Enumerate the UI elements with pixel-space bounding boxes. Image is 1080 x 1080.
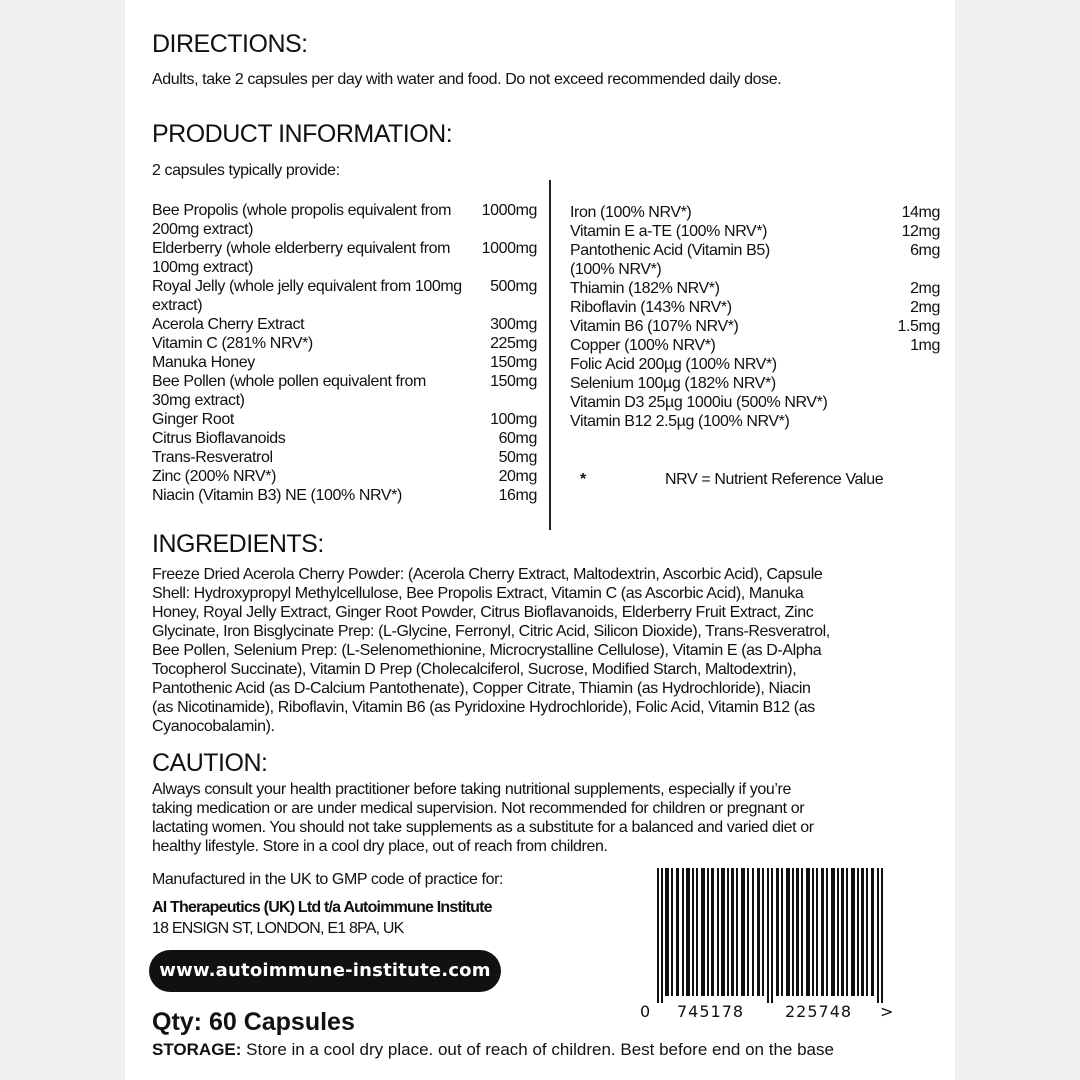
caution-heading: CAUTION:	[152, 749, 268, 777]
nutrient-row	[570, 336, 940, 355]
nutrient-row	[152, 429, 537, 448]
nutrient-row	[152, 353, 537, 372]
nutrient-column-divider	[549, 180, 551, 530]
nutrient-name: Pantothenic Acid (Vitamin B5) (100% NRV*)	[570, 242, 770, 278]
nutrient-name: Acerola Cherry Extract	[152, 316, 305, 333]
nutrient-row	[152, 410, 537, 429]
barcode-group-right: 225748	[785, 1002, 853, 1021]
nutrient-row	[570, 374, 940, 393]
nutrient-amount: 14mg	[901, 204, 940, 221]
nutrient-row	[570, 298, 940, 317]
nutrient-amount: 20mg	[498, 468, 537, 485]
nutrient-name: Zinc (200% NRV*)	[152, 468, 277, 485]
nutrient-amount: 50mg	[498, 449, 537, 466]
nutrient-amount: 2mg	[910, 280, 940, 297]
nutrient-name: Thiamin (182% NRV*)	[570, 280, 720, 297]
nutrient-amount: 1000mg	[481, 240, 537, 257]
storage-line	[152, 1040, 834, 1060]
website-link[interactable]: www.autoimmune-institute.com	[149, 950, 501, 992]
footnote-text: NRV = Nutrient Reference Value	[665, 471, 884, 488]
product-info-heading: PRODUCT INFORMATION:	[152, 120, 453, 148]
barcode-image	[655, 868, 888, 1003]
nutrient-name: Iron (100% NRV*)	[570, 204, 692, 221]
nutrient-name: Royal Jelly (whole jelly equivalent from 100mg extract)	[152, 278, 462, 314]
nutrient-amount: 100mg	[490, 411, 537, 428]
manufacturer-intro: Manufactured in the UK to GMP code of practice for:	[152, 871, 504, 888]
nutrient-amount: 225mg	[490, 335, 537, 352]
ingredients-line: Freeze Dried Acerola Cherry Powder: (Acerola Cherry Extract, Maltodextrin, Ascorbic Acid), Capsule	[152, 566, 823, 583]
nutrient-name: Bee Propolis (whole propolis equivalent from 200mg extract)	[152, 202, 452, 238]
nutrient-name: Vitamin E a-TE (100% NRV*)	[570, 223, 768, 240]
nutrient-row	[570, 393, 940, 412]
nutrient-amount: 60mg	[498, 430, 537, 447]
nutrient-row	[570, 279, 940, 298]
caution-line: healthy lifestyle. Store in a cool dry place, out of reach from children.	[152, 838, 608, 855]
nutrient-row	[152, 334, 537, 353]
nutrient-name: Vitamin D3 25µg 1000iu (500% NRV*)	[570, 394, 828, 411]
nutrient-row	[570, 241, 940, 279]
ingredients-line: Honey, Royal Jelly Extract, Ginger Root Powder, Citrus Bioflavanoids, Elderberry Fruit Extract, Zinc	[152, 604, 814, 621]
nutrient-row	[152, 201, 537, 239]
manufacturer-company: AI Therapeutics (UK) Ltd t/a Autoimmune Institute	[152, 899, 492, 916]
nutrient-amount: 2mg	[910, 299, 940, 316]
ingredients-line: (as Nicotinamide), Riboflavin, Vitamin B6 (as Pyridoxine Hydrochloride), Folic Acid, Vitamin B12 (as	[152, 699, 815, 716]
product-info-intro: 2 capsules typically provide:	[152, 162, 340, 179]
nutrient-name: Vitamin B12 2.5µg (100% NRV*)	[570, 413, 790, 430]
barcode-digit-first: 0	[640, 1002, 651, 1021]
nutrient-amount: 16mg	[498, 487, 537, 504]
barcode-group-left: 745178	[677, 1002, 745, 1021]
caution-line: lactating women. You should not take supplements as a substitute for a balanced and varied diet or	[152, 819, 814, 836]
directions-heading: DIRECTIONS:	[152, 30, 308, 58]
caution-line: taking medication or are under medical supervision. Not recommended for children or pregnant or	[152, 800, 805, 817]
nutrient-name: Vitamin C (281% NRV*)	[152, 335, 313, 352]
nutrient-name: Riboflavin (143% NRV*)	[570, 299, 732, 316]
nutrient-row	[570, 203, 940, 222]
storage-text: Store in a cool dry place. out of reach of children. Best before end on the base	[241, 1040, 834, 1059]
nutrient-row	[152, 467, 537, 486]
nutrient-row	[152, 277, 537, 315]
ingredients-text	[152, 565, 952, 736]
nutrient-amount: 150mg	[490, 354, 537, 371]
label-page	[125, 0, 955, 1080]
nutrient-name: Folic Acid 200µg (100% NRV*)	[570, 356, 777, 373]
nutrient-amount: 1000mg	[481, 202, 537, 219]
ingredients-heading: INGREDIENTS:	[152, 530, 324, 558]
nutrient-row	[152, 448, 537, 467]
nutrient-amount: 12mg	[901, 223, 940, 240]
footnote-symbol: *	[580, 471, 586, 488]
nutrient-name: Bee Pollen (whole pollen equivalent from 30mg extract)	[152, 373, 426, 409]
ingredients-line: Shell: Hydroxypropyl Methylcellulose, Bee Propolis Extract, Vitamin C (as Ascorbic Acid), Manuka	[152, 585, 804, 602]
nutrient-name: Niacin (Vitamin B3) NE (100% NRV*)	[152, 487, 402, 504]
nutrient-amount: 1.5mg	[897, 318, 940, 335]
ingredients-line: Cyanocobalamin).	[152, 718, 275, 735]
nutrient-row	[152, 315, 537, 334]
caution-line: Always consult your health practitioner before taking nutritional supplements, especially if you’re	[152, 781, 791, 798]
directions-text: Adults, take 2 capsules per day with water and food. Do not exceed recommended daily dose.	[152, 71, 782, 88]
barcode-arrow: >	[880, 1002, 894, 1021]
manufacturer-address: 18 ENSIGN ST, LONDON, E1 8PA, UK	[152, 920, 404, 937]
nutrient-row	[570, 317, 940, 336]
nutrient-amount: 6mg	[910, 242, 940, 259]
quantity-text: Qty: 60 Capsules	[152, 1008, 355, 1036]
nutrient-name: Ginger Root	[152, 411, 234, 428]
nutrient-row	[570, 412, 940, 431]
nutrient-name: Selenium 100µg (182% NRV*)	[570, 375, 776, 392]
nutrient-row	[570, 355, 940, 374]
caution-text	[152, 780, 952, 856]
nutrient-name: Copper (100% NRV*)	[570, 337, 716, 354]
nutrient-name: Vitamin B6 (107% NRV*)	[570, 318, 739, 335]
nutrient-name: Manuka Honey	[152, 354, 255, 371]
nutrient-name: Citrus Bioflavanoids	[152, 430, 286, 447]
ingredients-line: Pantothenic Acid (as D-Calcium Pantothenate), Copper Citrate, Thiamin (as Hydrochloride), Niacin	[152, 680, 811, 697]
nutrient-name: Elderberry (whole elderberry equivalent from 100mg extract)	[152, 240, 451, 276]
storage-label: STORAGE:	[152, 1040, 242, 1059]
nutrient-amount: 300mg	[490, 316, 537, 333]
nutrient-row	[152, 239, 537, 277]
ingredients-line: Bee Pollen, Selenium Prep: (L-Selenomethionine, Microcrystalline Cellulose), Vitamin E (as D-Alpha	[152, 642, 822, 659]
nutrient-amount: 500mg	[490, 278, 537, 295]
nutrient-name: Trans-Resveratrol	[152, 449, 273, 466]
ingredients-line: Tocopherol Succinate), Vitamin D Prep (Cholecalciferol, Sucrose, Modified Starch, Maltodextrin),	[152, 661, 797, 678]
nutrient-amount: 150mg	[490, 373, 537, 390]
nutrient-amount: 1mg	[910, 337, 940, 354]
nutrient-row	[570, 222, 940, 241]
nutrient-row	[152, 486, 537, 505]
nutrient-row	[152, 372, 537, 410]
ingredients-line: Glycinate, Iron Bisglycinate Prep: (L-Glycine, Ferronyl, Citric Acid, Silicon Dioxide), Trans-Resveratrol,	[152, 623, 830, 640]
